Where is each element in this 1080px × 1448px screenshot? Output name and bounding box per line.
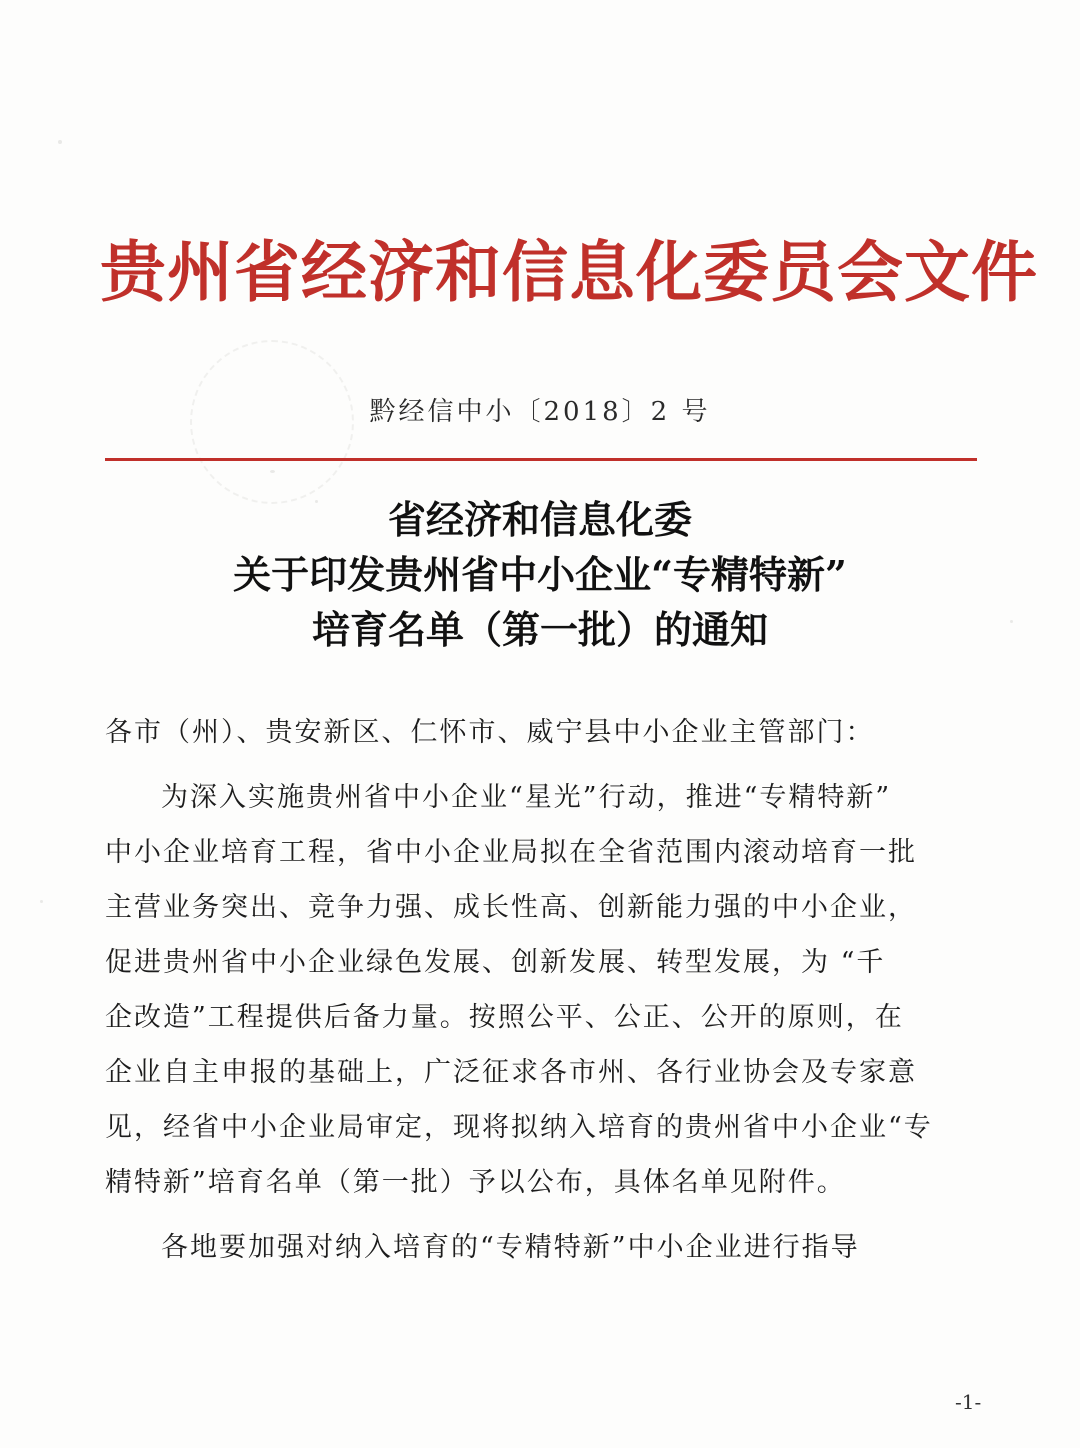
notice-title-line: 关于印发贵州省中小企业“专精特新” — [233, 552, 847, 597]
paragraph-1-line: 见，经省中小企业局审定，现将拟纳入培育的贵州省中小企业“专 — [105, 1112, 933, 1143]
paragraph-1-line: 促进贵州省中小企业绿色发展、创新发展、转型发展，为 “千 — [105, 947, 886, 978]
notice-body — [105, 705, 990, 1275]
notice-title-line: 培育名单（第一批）的通知 — [311, 607, 768, 652]
paragraph-1-line: 主营业务突出、竞争力强、成长性高、创新能力强的中小企业， — [105, 892, 917, 923]
issuer-header-title: 贵州省经济和信息化委员会文件 — [100, 233, 1038, 311]
scan-speck — [1010, 620, 1013, 623]
paragraph-1-line: 为深入实施贵州省中小企业“星光”行动，推进“专精特新” — [161, 782, 892, 813]
notice-title — [100, 492, 980, 657]
document-number: 黔经信中小〔2018〕2 号 — [369, 397, 711, 427]
scan-speck — [40, 900, 43, 903]
notice-title-line: 省经济和信息化委 — [387, 497, 692, 542]
paragraph-2-line: 各地要加强对纳入培育的“专精特新”中小企业进行指导 — [161, 1232, 860, 1263]
red-separator-rule — [105, 458, 977, 461]
paragraph-1-line: 企改造”工程提供后备力量。按照公平、公正、公开的原则，在 — [105, 1002, 904, 1033]
scan-speck — [270, 470, 275, 473]
paragraph-1-line: 中小企业培育工程，省中小企业局拟在全省范围内滚动培育一批 — [105, 837, 917, 868]
paragraph-1-line: 企业自主申报的基础上，广泛征求各市州、各行业协会及专家意 — [105, 1057, 917, 1088]
salutation: 各市（州）、贵安新区、仁怀市、威宁县中小企业主管部门： — [105, 717, 875, 748]
page-number: -1- — [955, 1390, 982, 1414]
scan-speck — [58, 140, 62, 144]
paragraph-1-line: 精特新”培育名单（第一批）予以公布，具体名单见附件。 — [105, 1167, 846, 1198]
